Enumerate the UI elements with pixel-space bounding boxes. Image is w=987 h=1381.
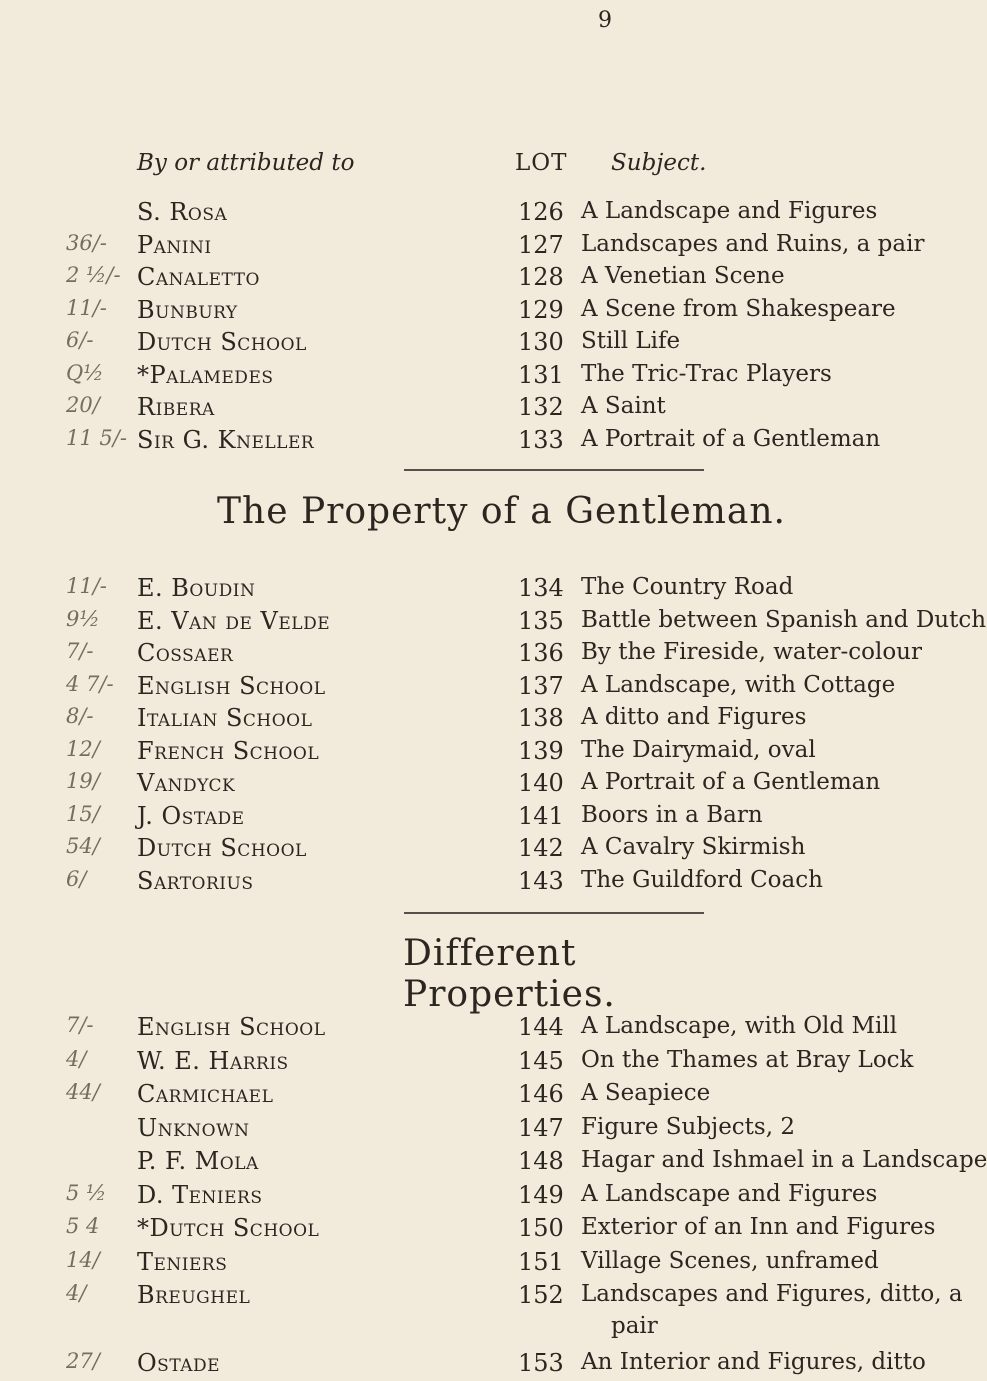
lot-number: 129 [518,295,564,324]
lot-row [0,328,801,360]
lot-number: 138 [518,704,564,732]
handwritten-price-note: 20/ [66,393,100,417]
handwritten-price-note: 19/ [66,769,100,793]
artist-name: Sir G. Kneller [137,425,315,454]
lot-subject: Landscapes and Figures, ditto, a [581,1281,963,1307]
artist-name: English School [137,1013,326,1041]
lot-number: 150 [518,1214,564,1242]
lot-subject: An Interior and Figures, ditto [581,1348,926,1375]
lot-subject: Hagar and Ishmael in a Landscape [581,1147,987,1173]
artist-name: W. E. Harris [137,1046,289,1075]
section-title-property-of-gentleman: The Property of a Gentleman. [217,491,786,532]
handwritten-price-note: 8/- [66,704,94,728]
artist-name: Cossaer [137,639,234,667]
artist-name: Carmichael [137,1080,274,1108]
lot-number: 153 [518,1348,564,1377]
lot-subject: A Landscape and Figures [581,198,878,224]
lot-number: 135 [518,606,564,635]
lot-number: 130 [518,328,564,356]
handwritten-price-note: 11 5/- [66,425,127,450]
lot-subject: Boors in a Barn [581,801,763,828]
lot-subject: A Seapiece [581,1080,711,1106]
lot-subject: The Dairymaid, oval [581,736,816,763]
lot-number: 148 [518,1147,564,1175]
lot-subject: A Landscape, with Cottage [581,671,896,698]
lot-row [0,263,801,295]
handwritten-price-note: 27/ [66,1348,100,1373]
lot-subject: The Tric-Trac Players [581,360,832,387]
artist-name: Breughel [137,1281,251,1309]
lot-subject: By the Fireside, water-colour [581,639,922,665]
handwritten-price-note: 7/- [66,1013,94,1037]
lot-number: 132 [518,393,564,421]
section-divider-1 [404,469,704,471]
lot-number: 134 [518,574,564,602]
artist-name: P. F. Mola [137,1147,259,1175]
lot-subject: A Landscape and Figures [581,1180,878,1207]
lot-subject: The Guildford Coach [581,866,823,893]
artist-name: D. Teniers [137,1180,263,1209]
artist-name: E. Boudin [137,574,256,602]
lot-subject: The Country Road [581,574,794,600]
artist-name: *Dutch School [137,1214,320,1242]
handwritten-price-note: 5 ½ [66,1180,107,1205]
lot-number: 143 [518,866,564,895]
lot-number: 152 [518,1281,564,1309]
lot-row [0,198,878,230]
lot-number: 136 [518,639,564,667]
lot-number: 139 [518,736,564,765]
handwritten-price-note: Q½ [66,360,104,385]
handwritten-price-note: 11/- [66,574,107,598]
lot-subject: A Venetian Scene [581,263,785,289]
lot-row [0,574,801,606]
lot-row [0,1114,801,1146]
lot-row [0,1080,801,1112]
artist-name: English School [137,671,326,700]
lot-row [0,295,896,328]
artist-name: Dutch School [137,834,307,862]
header-subject: Subject. [611,150,707,176]
handwritten-price-note: 5 4 [66,1214,100,1238]
lot-number: 140 [518,769,564,797]
lot-subject: A Cavalry Skirmish [581,834,806,860]
artist-name: Ribera [137,393,215,421]
artist-name: Vandyck [137,769,236,797]
handwritten-price-note: 7/- [66,639,94,663]
handwritten-price-note: 6/ [66,866,87,891]
lot-row [0,606,987,639]
lot-subject: A Landscape, with Old Mill [581,1013,898,1039]
lot-number: 141 [518,801,564,830]
lot-row [0,1013,898,1045]
lot-row [0,736,816,769]
lot-row [0,360,832,393]
handwritten-price-note: 11/- [66,295,107,320]
artist-name: Panini [137,230,212,259]
lot-number: 128 [518,263,564,291]
lot-number: 127 [518,230,564,259]
lot-subject: On the Thames at Bray Lock [581,1046,914,1073]
artist-name: Sartorius [137,866,254,895]
lot-row [0,834,806,866]
handwritten-price-note: 14/ [66,1247,100,1272]
handwritten-price-note: 2 ½/- [66,263,121,287]
lot-subject: Still Life [581,328,681,354]
lot-subject: A Portrait of a Gentleman [581,425,881,452]
lot-subject: Exterior of an Inn and Figures [581,1214,936,1240]
section-title-different-properties: Different Properties. [403,933,616,1015]
handwritten-price-note: 4/ [66,1281,87,1305]
artist-name: J. Ostade [137,801,245,830]
handwritten-price-note: 15/ [66,801,100,826]
lot-row [0,639,922,671]
artist-name: Dutch School [137,328,307,356]
handwritten-price-note: 12/ [66,736,100,761]
lot-subject: Battle between Spanish and Dutch [581,606,987,633]
artist-name: S. Rosa [137,198,228,226]
handwritten-price-note: 9½ [66,606,100,631]
artist-name: Unknown [137,1113,250,1142]
header-lot: LOT [515,150,568,176]
lot-row [0,671,896,704]
lot-number: 131 [518,360,564,389]
lot-number: 137 [518,671,564,700]
lot-row [0,1046,914,1079]
handwritten-price-note: 4 7/- [66,671,114,696]
lot-number: 126 [518,198,564,226]
lot-row [0,1348,926,1381]
lot-row [0,866,823,899]
lot-row [0,704,807,736]
lot-subject: A Saint [581,393,666,419]
lot-row [0,1147,987,1179]
artist-name: Bunbury [137,295,238,324]
handwritten-price-note: 6/- [66,328,94,352]
lot-row [0,230,925,263]
lot-number: 146 [518,1080,564,1108]
lot-row [0,769,881,801]
lot-subject: A ditto and Figures [581,704,807,730]
lot-number: 147 [518,1113,564,1142]
lot-row [0,802,801,834]
lot-number: 151 [518,1247,564,1276]
artist-name: Ostade [137,1348,221,1377]
artist-name: Teniers [137,1247,228,1276]
handwritten-price-note: 54/ [66,834,100,858]
lot-row [0,393,801,425]
lot-row [0,1281,963,1339]
lot-row [0,425,881,458]
lot-subject-continued: pair [611,1313,658,1339]
header-attributed: By or attributed to [137,150,355,176]
page-number: 9 [598,8,612,33]
lot-number: 133 [518,425,564,454]
lot-number: 142 [518,834,564,862]
lot-subject: A Portrait of a Gentleman [581,769,881,795]
lot-number: 145 [518,1046,564,1075]
lot-subject: A Scene from Shakespeare [581,295,896,322]
artist-name: *Palamedes [137,360,274,389]
artist-name: French School [137,736,320,765]
handwritten-price-note: 36/- [66,230,107,255]
handwritten-price-note: 44/ [66,1080,100,1104]
handwritten-price-note: 4/ [66,1046,87,1071]
lot-subject: Village Scenes, unframed [581,1247,879,1274]
lot-row [0,1247,879,1280]
lot-number: 144 [518,1013,564,1041]
section-divider-2 [404,912,704,914]
lot-row [0,1214,936,1246]
lot-subject: Landscapes and Ruins, a pair [581,230,925,257]
lot-number: 149 [518,1180,564,1209]
artist-name: Italian School [137,704,313,732]
artist-name: Canaletto [137,263,260,291]
lot-subject: Figure Subjects, 2 [581,1113,795,1140]
artist-name: E. Van de Velde [137,606,331,635]
lot-row [0,1180,878,1213]
